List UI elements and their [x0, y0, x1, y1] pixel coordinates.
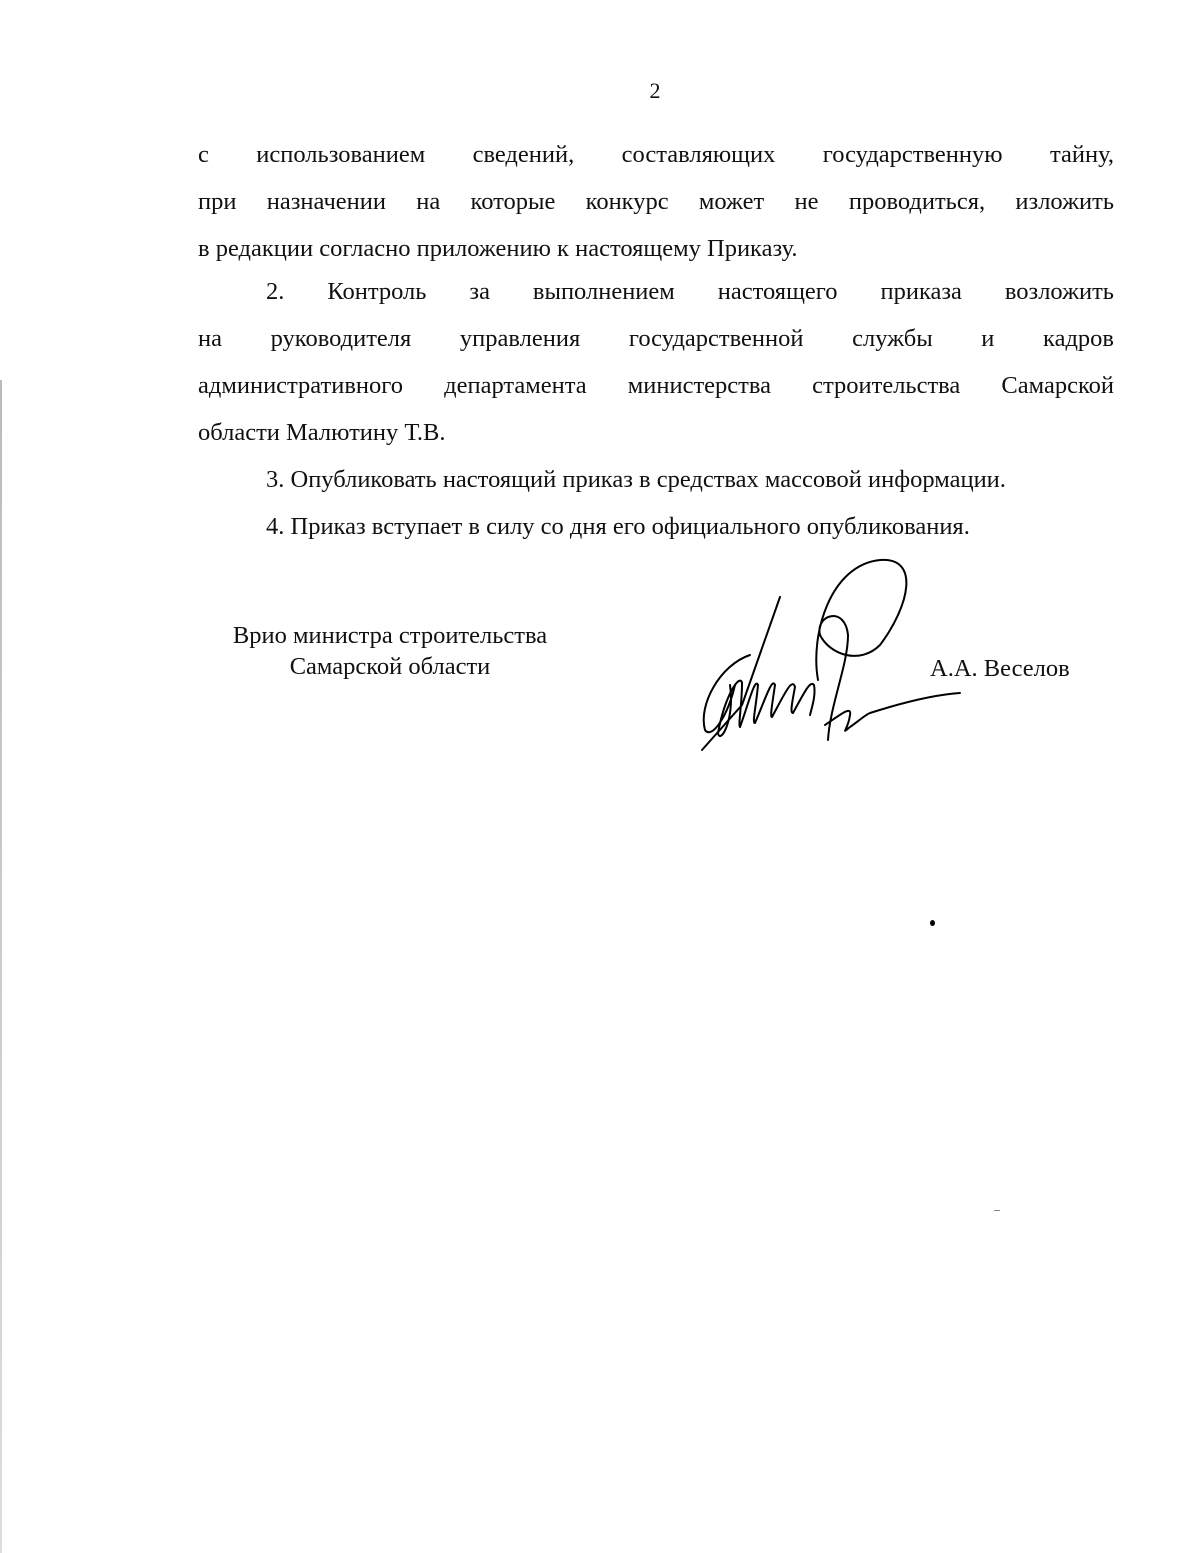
paragraph-1-line-3: в редакции согласно приложению к настоящему Приказу. — [198, 235, 798, 262]
document-body — [198, 131, 1114, 272]
paragraph-2-line-4: области Малютину Т.В. — [198, 419, 446, 446]
scan-mark — [994, 1210, 1000, 1211]
paragraph-1-line-2: при назначении на которые конкурс может не проводиться, изложить — [198, 188, 1114, 215]
signatory-position — [160, 620, 620, 682]
scan-speck — [930, 920, 935, 926]
paragraph-4: 4. Приказ вступает в силу со дня его официального опубликования. — [266, 513, 970, 540]
paragraph-1 — [198, 131, 1114, 272]
paragraph-3: 3. Опубликовать настоящий приказ в средствах массовой информации. — [266, 466, 1006, 493]
signatory-position-line-2: Самарской области — [289, 653, 491, 680]
paragraph-2 — [198, 268, 1114, 456]
paragraph-1-line-1: с использованием сведений, составляющих государственную тайну, — [198, 141, 1114, 168]
signatory-name: А.А. Веселов — [930, 655, 1070, 682]
paragraph-3-block — [198, 456, 1114, 503]
paragraph-4-block — [198, 503, 1114, 550]
signatory-position-line-1: Врио министра строительства — [232, 622, 548, 649]
paragraph-2-line-3: административного департамента министерства строительства Самарской — [198, 372, 1114, 399]
paragraph-2-line-1: 2. Контроль за выполнением настоящего приказа возложить — [266, 278, 1114, 305]
paragraph-2-line-2: на руководителя управления государственной службы и кадров — [198, 325, 1114, 352]
scan-edge-shadow — [0, 380, 2, 1553]
page-number: 2 — [649, 78, 661, 103]
